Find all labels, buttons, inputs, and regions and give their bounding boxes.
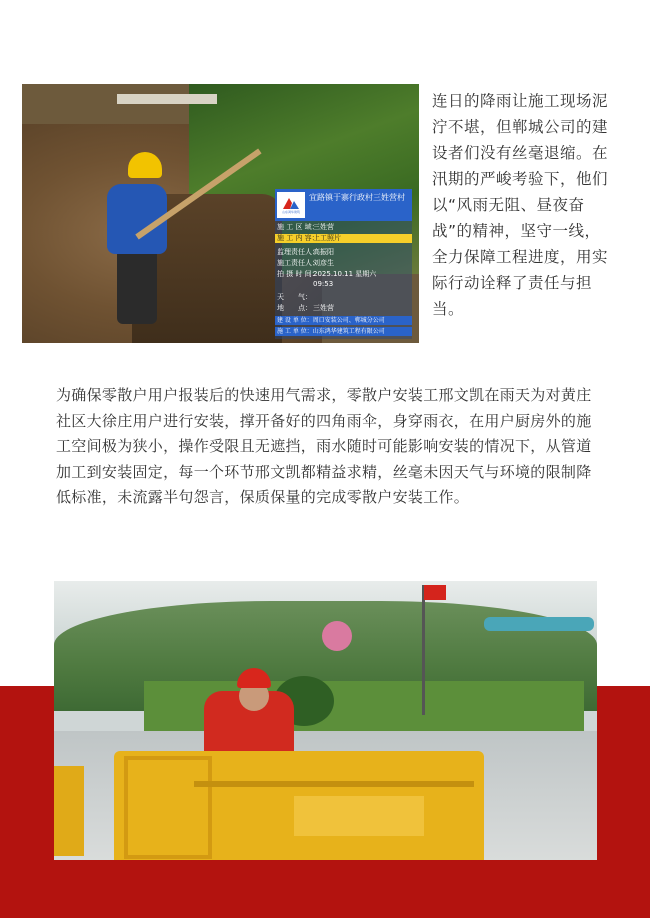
watermark-row: 施工责任人：刘彦生 bbox=[277, 259, 334, 267]
truck-cab bbox=[54, 766, 84, 856]
worker-legs bbox=[117, 249, 157, 324]
company-logo bbox=[277, 192, 305, 218]
watermark-row: 天 气： bbox=[277, 293, 312, 301]
canopy bbox=[484, 617, 594, 631]
main-paragraph: 为确保零散户用户报装后的快速用气需求，零散户安装工邢文凯在雨天为对黄庄社区大徐庄用户进行安装，撑开备好的四角雨伞，身穿雨衣，在用户厨房外的施工空间极为狭小，操作受限且无遮挡，雨水随时可能影响安装的情况下，从管道加工到安装固定，每一个环节邢文凯都精益求精，丝毫未因天气与环境的限制降低标准，未流露半句怨言，保质保量的完成零散户安装工作。 bbox=[56, 386, 592, 506]
red-flag bbox=[424, 585, 446, 600]
plank bbox=[117, 94, 217, 104]
yellow-helmet bbox=[128, 152, 162, 178]
flag-pole bbox=[422, 585, 425, 715]
watermark-footer-row: 施 工 单 位：山东鸿华建筑工程有限公司 bbox=[275, 327, 412, 336]
heart-sculpture bbox=[322, 621, 352, 651]
truck-side-panel bbox=[294, 796, 424, 836]
intro-paragraph: 连日的降雨让施工现场泥泞不堪，但郸城公司的建设者们没有丝毫退缩。在汛期的严峻考验下，他们以“风雨无阻、昼夜奋战”的精神，坚守一线，全力保障工程进度，用实际行动诠释了责任与担当。 bbox=[432, 92, 609, 318]
construction-watermark bbox=[275, 189, 412, 339]
watermark-row: 09:53 bbox=[313, 280, 334, 288]
outdoor-installation-photo bbox=[54, 581, 597, 860]
watermark-title: 宜路镇于寨行政村三姓营村 bbox=[309, 193, 405, 202]
watermark-footer-row: 建 设 单 位：周口安装公司、郸城分公司 bbox=[275, 316, 412, 325]
watermark-header bbox=[275, 189, 412, 221]
watermark-row: 施 工 区 域：三姓营 bbox=[277, 223, 334, 231]
truck-frame bbox=[124, 756, 212, 859]
watermark-row-highlight: 施 工 内 容：上工照片 bbox=[275, 234, 412, 243]
logo-caption: 山东鸿华建筑 bbox=[281, 210, 300, 214]
watermark-row: 拍 摄 时 间：2025.10.11 星期六 bbox=[277, 270, 377, 278]
watermark-row: 地 点：三姓营 bbox=[277, 304, 334, 312]
truck-rail bbox=[194, 781, 474, 787]
logo-mark-icon bbox=[281, 196, 301, 210]
watermark-row: 监理责任人：高振阳 bbox=[277, 248, 334, 256]
